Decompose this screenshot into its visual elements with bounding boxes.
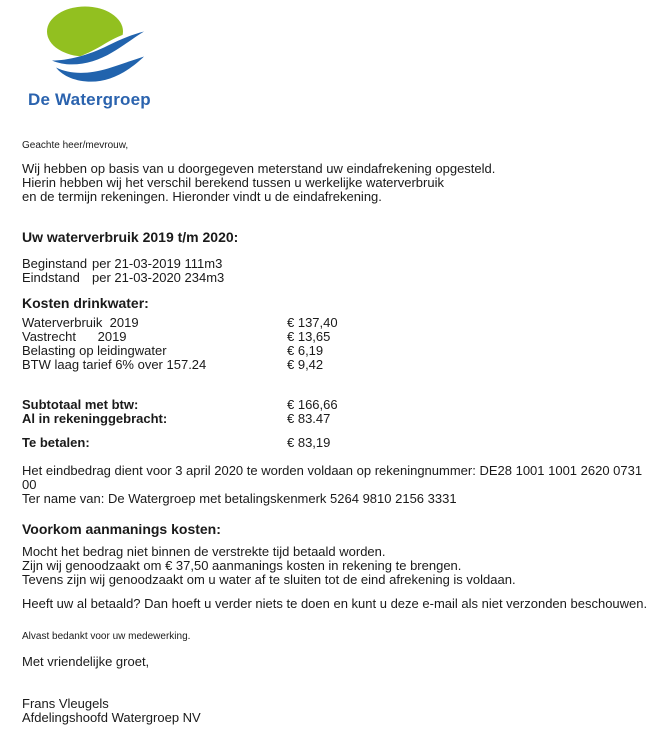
- costs-heading: Kosten drinkwater:: [22, 295, 149, 311]
- usage-heading: Uw waterverbruik 2019 t/m 2020:: [22, 229, 239, 245]
- cost-row: [22, 330, 642, 344]
- brand-wordmark: De Watergroep: [28, 90, 151, 109]
- payment-line: 00: [22, 477, 37, 492]
- total-due-amount: € 83,19: [287, 435, 331, 450]
- usage-row: [22, 257, 642, 271]
- usage-value: per 21-03-2020 234m3: [92, 270, 225, 285]
- usage-value: per 21-03-2019 111m3: [92, 256, 223, 271]
- reminder-line: Mocht het bedrag niet binnen de verstrekte tijd betaald worden.: [22, 544, 386, 559]
- cost-row: [22, 358, 642, 372]
- cost-row: [22, 344, 642, 358]
- cost-label: Vastrecht 2019: [22, 329, 127, 344]
- usage-label: Eindstand: [22, 270, 80, 285]
- reminder-line: Tevens zijn wij genoodzaakt om u water af te sluiten tot de eind afrekening is voldaan.: [22, 572, 516, 587]
- cost-amount: € 6,19: [287, 343, 324, 358]
- subtotal-row: [22, 412, 642, 426]
- intro-paragraph: [22, 162, 495, 204]
- subtotal-amount: € 166,66: [287, 397, 338, 412]
- payment-line: Ter name van: De Watergroep met betalingskenmerk 5264 9810 2156 3331: [22, 491, 457, 506]
- cost-amount: € 9,42: [287, 357, 324, 372]
- signature-name: Frans Vleugels: [22, 696, 109, 711]
- subtotal-row: [22, 398, 642, 412]
- usage-table: [22, 257, 642, 285]
- total-due-row: [22, 436, 642, 450]
- signature-title: Afdelingshoofd Watergroep NV: [22, 710, 201, 725]
- usage-row: [22, 271, 642, 285]
- watergroep-logo: [40, 4, 152, 89]
- closing-line: Met vriendelijke groet,: [22, 654, 150, 669]
- subtotal-label: Subtotaal met btw:: [22, 397, 139, 412]
- signature-block: [22, 697, 201, 725]
- already-paid-note: Heeft uw al betaald? Dan hoeft u verder niets te doen en kunt u deze e-mail als niet verzonden beschouwen.: [22, 596, 648, 611]
- cost-label: Belasting op leidingwater: [22, 343, 167, 358]
- intro-line: Hierin hebben wij het verschil berekend tussen u werkelijke waterverbruik: [22, 175, 444, 190]
- cost-label: Waterverbruik 2019: [22, 315, 139, 330]
- usage-label: Beginstand: [22, 256, 88, 271]
- intro-line: en de termijn rekeningen. Hieronder vindt u de eindafrekening.: [22, 189, 382, 204]
- cost-label: BTW laag tarief 6% over 157.24: [22, 357, 207, 372]
- salutation: Geachte heer/mevrouw,: [22, 140, 129, 151]
- intro-line: Wij hebben op basis van u doorgegeven meterstand uw eindafrekening opgesteld.: [22, 161, 496, 176]
- subtotal-amount: € 83.47: [287, 411, 331, 426]
- reminder-line: Zijn wij genoodzaakt om € 37,50 aanmanings kosten in rekening te brengen.: [22, 558, 462, 573]
- costs-table: [22, 316, 642, 372]
- payment-line: Het eindbedrag dient voor 3 april 2020 te worden voldaan op rekeningnummer: DE28 1001 1001 2620 0731: [22, 463, 643, 478]
- total-due-label: Te betalen:: [22, 435, 90, 450]
- cost-amount: € 137,40: [287, 315, 338, 330]
- cost-row: [22, 316, 642, 330]
- cost-amount: € 13,65: [287, 329, 331, 344]
- reminder-paragraph: [22, 545, 516, 587]
- thanks-note: Alvast bedankt voor uw medewerking.: [22, 631, 191, 642]
- reminder-heading: Voorkom aanmanings kosten:: [22, 521, 221, 537]
- subtotals-table: [22, 398, 642, 426]
- subtotal-label: Al in rekeninggebracht:: [22, 411, 168, 426]
- payment-paragraph: [22, 464, 642, 506]
